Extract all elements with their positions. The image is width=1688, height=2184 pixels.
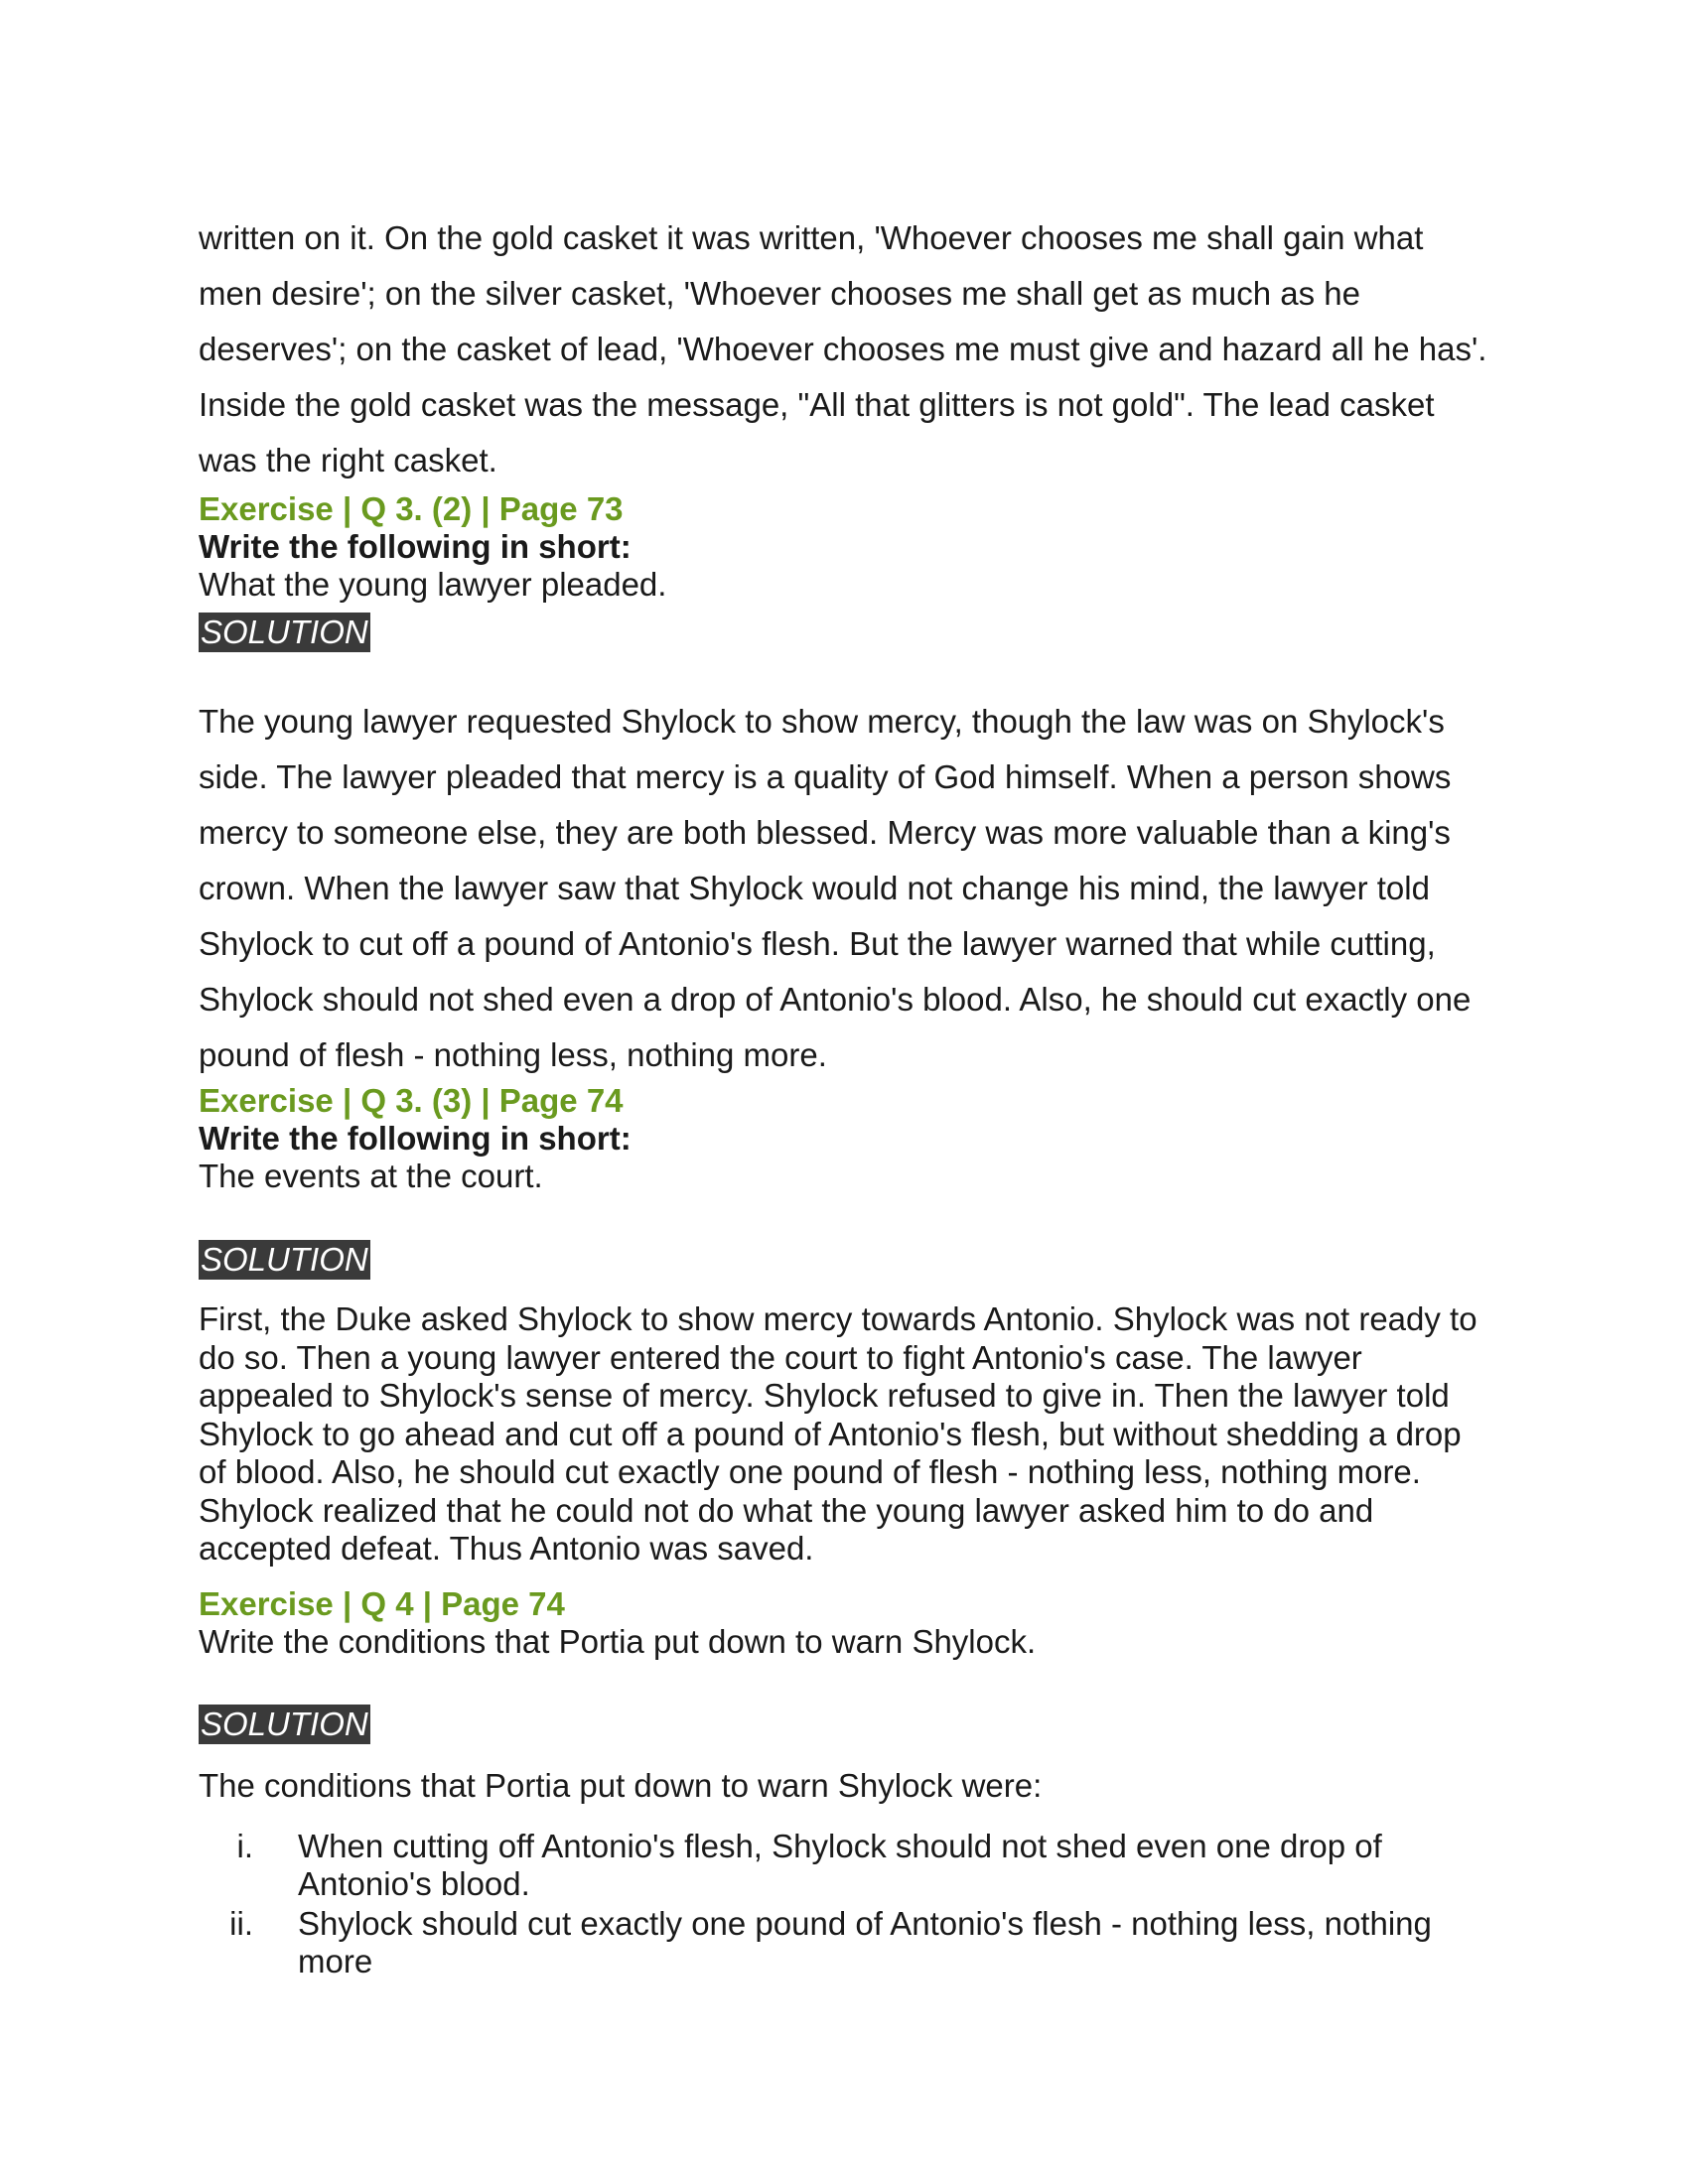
answer-paragraph: The young lawyer requested Shylock to show mercy, though the law was on Shylock's side. The lawyer pleaded that mercy is a quality of God himself. When a person shows mercy to someone else, they are both blessed. Mercy was more valuable than a king's crown. When the lawyer saw that Shylock would not change his mind, the lawyer told Shylock to cut off a pound of Antonio's flesh. But the lawyer warned that while cutting, Shylock should not shed even a drop of Antonio's blood. Also, he should cut exactly one pound of flesh - nothing less, nothing more. — [199, 703, 1472, 1073]
exercise-heading: Exercise | Q 4 | Page 74 — [199, 1585, 565, 1622]
solution-label: SOLUTION — [201, 1706, 368, 1742]
instruction-text: Write the following in short: — [199, 528, 632, 565]
solution-label: SOLUTION — [201, 1241, 368, 1278]
answer-paragraph: First, the Duke asked Shylock to show mercy towards Antonio. Shylock was not ready to do so. Then a young lawyer entered the court to fight Antonio's case. The lawyer appealed to Shylock's sense of mercy. Shylock refused to give in. Then the lawyer told Shylock to go ahead and cut off a pound of Antonio's flesh, but without shedding a drop of blood. Also, he should cut exactly one pound of flesh - nothing less, nothing more. Shylock realized that he could not do what the young lawyer asked him to do and accepted defeat. Thus Antonio was saved. — [199, 1300, 1477, 1567]
exercise-heading: Exercise | Q 3. (2) | Page 73 — [199, 490, 624, 527]
list-number: i. — [236, 1828, 253, 1864]
answer-intro: The conditions that Portia put down to warn Shylock were: — [199, 1767, 1043, 1804]
list-item-text: When cutting off Antonio's flesh, Shylock should not shed even one drop of Antonio's blood. — [298, 1828, 1382, 1902]
section-q3-3 — [199, 1082, 1499, 1195]
list-item — [199, 1905, 1460, 1980]
list-item — [199, 1828, 1460, 1903]
list-item-text: Shylock should cut exactly one pound of Antonio's flesh - nothing less, nothing more — [298, 1905, 1432, 1979]
question-text: Write the conditions that Portia put down to warn Shylock. — [199, 1623, 1037, 1660]
conditions-list — [199, 1828, 1460, 1980]
question-text: The events at the court. — [199, 1158, 543, 1194]
exercise-heading: Exercise | Q 3. (3) | Page 74 — [199, 1082, 624, 1119]
solution-label: SOLUTION — [201, 614, 368, 650]
section-q4 — [199, 1585, 1499, 1661]
section-q3-2 — [199, 490, 1499, 652]
question-text: What the young lawyer pleaded. — [199, 566, 667, 603]
list-number: ii. — [229, 1905, 253, 1942]
instruction-text: Write the following in short: — [199, 1120, 632, 1157]
intro-paragraph: written on it. On the gold casket it was written, 'Whoever chooses me shall gain what men desire'; on the silver casket, 'Whoever chooses me shall get as much as he deserves'; on the casket of lead, 'Whoever chooses me must give and hazard all he has'. Inside the gold casket was the message, "All that glitters is not gold". The lead casket was the right casket. — [199, 219, 1487, 478]
